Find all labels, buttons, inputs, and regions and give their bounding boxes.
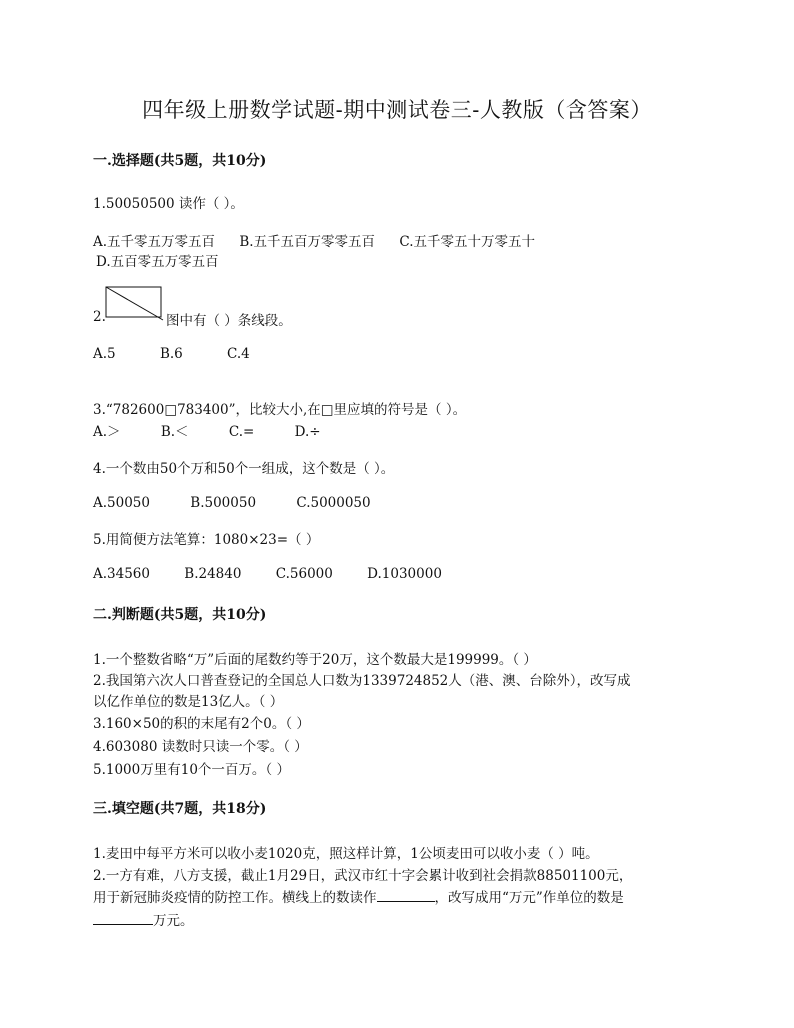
fill-question-2-text-b: ，改写成用“万元”作单位的数是 — [434, 890, 624, 906]
question-2-options — [93, 346, 270, 362]
fill-question-1: 1.麦田中每平方米可以收小麦1020克，照这样计算，1公顷麦田可以收小麦（ ）吨。 — [93, 846, 599, 862]
judgment-item-2-cont: 以亿作单位的数是13亿人。（ ） — [93, 694, 284, 710]
judgment-item-5: 5.1000万里有10个一百万。（ ） — [93, 762, 290, 778]
question-5-options — [93, 566, 462, 582]
section-heading-choice: 一.选择题(共5题，共10分) — [93, 153, 267, 169]
option-b: B.＜ — [160, 424, 189, 440]
option-a: A.五千零五万零五百 — [93, 234, 216, 250]
option-c: C.= — [228, 424, 255, 440]
option-a: A.50050 — [93, 495, 150, 511]
fill-question-2-line2 — [93, 886, 624, 906]
question-4-stem: 4.一个数由50个万和50个一组成，这个数是（ ）。 — [93, 461, 395, 477]
question-2-text: 图中有（ ）条线段。 — [166, 313, 292, 329]
fill-question-2-text-c: 万元。 — [153, 913, 194, 929]
option-b: B.24840 — [184, 566, 242, 582]
question-5-stem: 5.用简便方法笔算：1080×23=（ ） — [93, 532, 320, 548]
option-d: D.五百零五万零五百 — [96, 254, 219, 270]
fill-question-2-line3 — [93, 909, 194, 929]
option-b: B.6 — [159, 346, 183, 362]
option-c: C.56000 — [275, 566, 333, 582]
answer-blank-wan[interactable] — [93, 910, 153, 925]
judgment-item-2: 2.我国第六次人口普查登记的全国总人口数为1339724852人（港、澳、台除外），改写成 — [93, 673, 631, 689]
option-b: B.五千五百万零零五百 — [239, 234, 376, 250]
option-d: D.1030000 — [367, 566, 442, 582]
section-heading-fill-blank: 三.填空题(共7题，共18分) — [93, 801, 267, 817]
option-c: C.5000050 — [296, 495, 371, 511]
judgment-item-3: 3.160×50的积的末尾有2个0。（ ） — [93, 716, 310, 732]
fill-question-2-text-a: 用于新冠肺炎疫情的防控工作。横线上的数读作 — [93, 890, 377, 906]
option-c: C.4 — [227, 346, 250, 362]
option-a: A.＞ — [93, 424, 121, 440]
question-3-options — [93, 420, 341, 440]
judgment-item-1: 1.一个整数省略“万”后面的尾数约等于20万，这个数最大是199999。（ ） — [93, 652, 537, 668]
option-c: C.五千零五十万零五十 — [399, 234, 535, 250]
line-segment-figure — [105, 286, 165, 322]
question-2-number: 2. — [93, 309, 106, 325]
judgment-item-4: 4.603080 读数时只读一个零。（ ） — [93, 739, 308, 755]
option-a: A.34560 — [93, 566, 150, 582]
option-d: D.÷ — [294, 424, 321, 440]
page-title: 四年级上册数学试题-期中测试卷三-人教版（含答案） — [142, 98, 652, 122]
question-1-stem: 1.50050500 读作（ ）。 — [93, 196, 244, 212]
question-4-options — [93, 495, 391, 511]
fill-question-2-line1: 2.一方有难，八方支援，截止1月29日，武汉市红十字会累计收到社会捐款88501100元， — [93, 868, 633, 884]
question-3-stem: 3.“782600□783400”，比较大小,在□里应填的符号是（ ）。 — [93, 402, 467, 418]
answer-blank-reading[interactable] — [377, 887, 435, 902]
question-1-options — [93, 230, 555, 250]
option-a: A.5 — [93, 346, 116, 362]
option-b: B.500050 — [190, 495, 257, 511]
section-heading-judgment: 二.判断题(共5题，共10分) — [93, 607, 267, 623]
